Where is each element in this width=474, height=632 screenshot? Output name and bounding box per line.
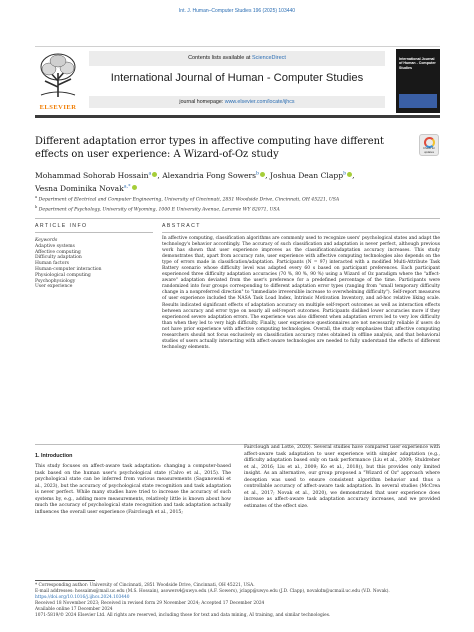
affiliation [35, 194, 440, 204]
cover-band [399, 94, 437, 108]
orcid-icon[interactable] [132, 185, 137, 190]
copyright-notice: 1071-5819/© 2024 Elsevier Ltd. All rights are reserved, including those for text and data mining, AI training, and similar technologies. [35, 612, 331, 618]
introduction-text-left: This study focuses on affect-aware task adaptation: changing a computer-based task based on the human user's psychological state (Calvo et al., 2015). The psychological state can be inferred from various measurements (Saganowski et al., 2023), but the accuracy of psychological state recognition and task adaptation is never perfect. While many studies have tried to increase the accuracy of such systems by, e.g., adding more measurements, relatively little is known about how much the accuracy of psychological state recognition and task adaptation actually influences the overall user experience (Fairclough et al., 2015; [35, 464, 231, 515]
keyword: Difficulty adaptation [35, 255, 82, 261]
elsevier-tree-icon [35, 51, 81, 99]
footnotes [35, 583, 440, 618]
footnote-divider [35, 580, 95, 581]
author-list [35, 168, 440, 194]
keyword: Physiological computing [35, 272, 91, 278]
divider [35, 232, 153, 233]
journal-homepage [89, 96, 385, 108]
article-title: Different adaptation error types in affective computing have different effects on user experience: A Wizard-of-Oz study [35, 136, 384, 161]
homepage-prefix: journal homepage: [179, 99, 225, 105]
author-name: Alexandria Fong Sowers [162, 170, 257, 180]
keyword: Human-computer interaction [35, 266, 102, 272]
check-for-updates-button[interactable] [419, 134, 439, 156]
homepage-link[interactable]: www.elsevier.com/locate/ijhcs [224, 99, 295, 105]
keyword: User experience [35, 284, 73, 290]
journal-cover [396, 49, 440, 113]
keyword: Adaptive systems [35, 243, 75, 249]
author-affiliation-mark: a,* [123, 184, 131, 190]
article-history: Received 18 November 2023; Received in revised form 29 November 2024; Accepted 17 December 2024 [35, 600, 265, 606]
journal-masthead [35, 46, 440, 118]
online-date: Available online 17 December 2024 [35, 606, 113, 612]
corresponding-author-note: * Corresponding author: University of Cincinnati, 2851 Woodside Drive, Cincinnati, OH 45221, USA. [35, 583, 255, 588]
author-separator: , [352, 170, 355, 180]
cover-title: International Journal of Human - Computer Studies [399, 57, 436, 70]
sciencedirect-link[interactable]: ScienceDirect [251, 55, 286, 61]
author-name: Vesna Dominika Novak [35, 183, 124, 193]
contents-list [89, 51, 385, 66]
affiliation-mark: b [35, 204, 38, 209]
keywords-label: Keywords [35, 238, 58, 243]
author[interactable] [162, 171, 270, 180]
keyword: Psychophysiology [35, 278, 76, 284]
introduction-heading: 1. Introduction [35, 453, 73, 459]
author[interactable] [35, 171, 162, 180]
keywords-block [35, 238, 153, 290]
author-affiliation-mark: b [256, 171, 260, 176]
author-name: Joshua Dean Clapp [269, 170, 344, 180]
author-separator: , [157, 170, 163, 180]
author-separator: , [265, 170, 270, 180]
author[interactable] [270, 171, 355, 180]
affiliation-text: Department of Psychology, University of Wyoming, 1000 E University Avenue, Laramie WY 82071, USA [38, 207, 280, 213]
check-updates-label: Check for updates [423, 146, 435, 154]
affiliation [35, 204, 440, 214]
author[interactable] [35, 184, 137, 193]
article-info-heading: ARTICLE INFO [35, 223, 88, 229]
introduction-text-right: Fairclough and Lotte, 2020). Several studies have compared user experience with affect-aware task adaptation to user experience with simpler adaptation (e.g., difficulty adaptation based only on task performance (Liu et al., 2009; Stuldreher et al., 2016; Liu et al., 2009; Ko et al., 2018)), but this provides only limited insight. As an alternative, our group proposed a "Wizard of Oz" approach where deception was used to ensure consistent algorithm behavior and thus a controllable accuracy of affect-aware task adaptation. In several studies (McCrea et al., 2017; Novak et al., 2020), we demonstrated that user experience does increase as affect-aware task adaptation accuracy increases, and we provided estimates of the effect size. [244, 445, 440, 509]
contents-prefix: Contents lists available at [188, 55, 252, 61]
abstract-heading: ABSTRACT [162, 223, 201, 229]
divider [162, 232, 440, 233]
email-addresses: E-mail addresses: hossaims@mail.uc.edu (M.S. Hossain), asowers4@uwyo.edu (A.F. Sowers), jclapp@uwyo.edu (J.D. Clapp), novakdn@ucmail.uc.edu (V.D. Novak). [35, 588, 390, 594]
publisher-name: ELSEVIER [39, 104, 77, 111]
author-name: Mohammad Sohorab Hossain [35, 170, 149, 180]
affiliations [35, 194, 440, 213]
journal-reference: Int. J. Human–Computer Studies 196 (2025) 103440 [178, 8, 296, 14]
journal-title: International Journal of Human - Computer Studies [110, 72, 364, 84]
abstract-text: In affective computing, classification algorithms are commonly used to recognize users' psychological states and adapt the technology's behavior accordingly. The accuracy of such classification and adaptation is never perfect, although previous work has shown that user experience improves as the classification/adaptation accuracy increases. This study demonstrates that, apart from accuracy rate, user experience with affective computing technologies also depends on the type of errors made in classification/adaptation. Participants (N = 97) interacted with a modified Multi-Attribute Task Battery scenario whose difficulty level was adapted every 60 s based on participant preferences. Each participant experienced three difficulty adaptation accuracies (70 %, 80 %, 90 %) using a Wizard of Oz paradigm where the "affect-aware" adaptation deviated from the user's preference for a predefined percentage of the time. Participants were randomized into four groups corresponding to different adaptation error types (ranging from "small temporary difficulty change in a nonpreferred direction" to "immediate irreversible increase to overwhelming difficulty"). Self-report measures of user experience included the NASA Task Load Index, Intrinsic Motivation Inventory, and ad-hoc relative liking scale. Results indicated significant effects of adaptation accuracy on multiple self-report outcomes as well as interaction effects between accuracy and error type on nearly all self-report outcomes. Participants disliked lower accuracies more if they experienced severe adaptation errors. The experience was also different when adaptation errors led to very low difficulty than when they led to very high difficulty. Finally, user experience questionnaires are not necessarily reliable if users do not have prior experience with affective computing technologies. Overall, the study emphasizes that affective computing researchers should not focus exclusively on classification accuracy rates obtained in offline analysis, and that behavioral studies of users actually interacting with affect-aware technologies are needed to fully understand the effects of different technology elements. [162, 236, 440, 350]
divider [35, 218, 440, 219]
affiliation-mark: a [35, 195, 38, 199]
author-affiliation-mark: a [148, 171, 152, 176]
doi-link[interactable]: https://doi.org/10.1016/j.ijhcs.2024.103440 [35, 594, 130, 600]
keyword: Affective computing [35, 249, 81, 255]
publisher-logo [35, 51, 81, 111]
keyword: Human factors [35, 261, 69, 267]
author-affiliation-mark: b [343, 171, 347, 176]
affiliation-text: Department of Electrical and Computer Engineering, University of Cincinnati, 2851 Woodside Drive, Cincinnati, OH 45221, USA [38, 197, 340, 203]
